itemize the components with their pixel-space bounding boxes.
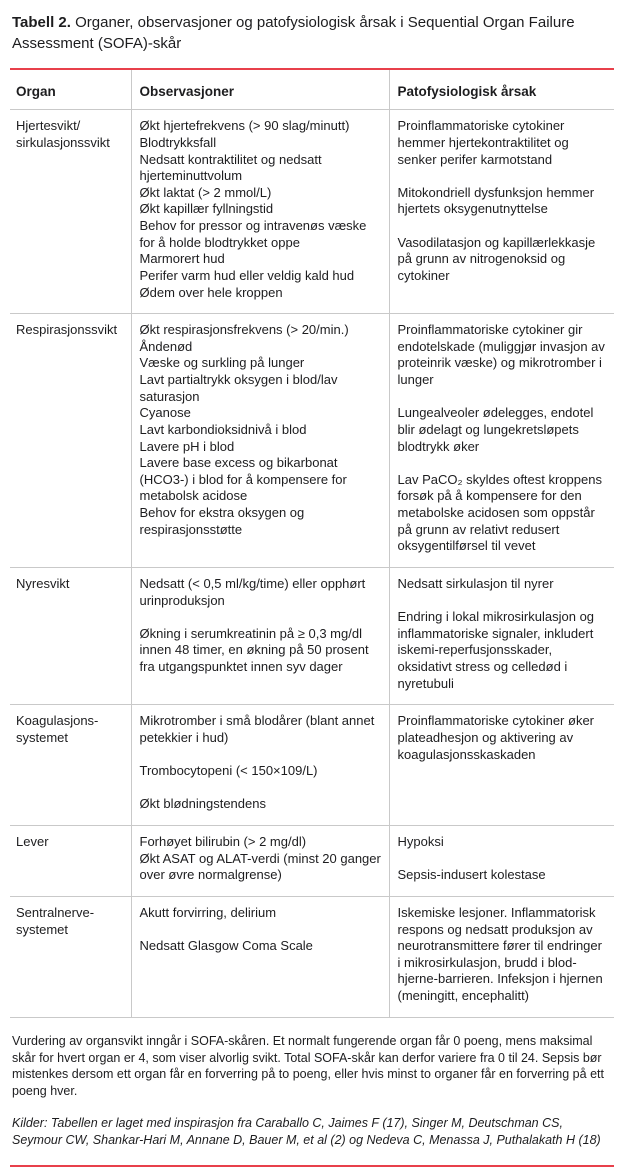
header-row [10,70,614,110]
cell-organ: Nyresvikt [10,567,131,704]
table-row [10,314,614,568]
bottom-red-rule [10,1165,614,1167]
cell-cause: Nedsatt sirkulasjon til nyrer Endring i lokal mikrosirkulasjon og inflammatoriske signaler, inkludert iskemi-reperfusjonsskader, oksidativt stress og celledød i nyretubuli [389,567,614,704]
column-header-organ: Organ [16,84,56,99]
table-row [10,567,614,704]
table-row [10,110,614,314]
cell-cause: Iskemiske lesjoner. Inflammatorisk respons og nedsatt produksjon av neurotransmittere fører til endringer i mikrosirkulasjon, brudd i blod-hjerne-barrieren. Infeksjon i hjernen (meningitt, encephalitt) [389,896,614,1017]
cell-organ: Sentralnerve- systemet [10,896,131,1017]
table-title-text: Organer, observasjoner og patofysiologisk årsak i Sequential Organ Failure Assessment (SOFA)-skår [12,14,575,52]
cell-cause: Proinflammatoriske cytokiner øker plateadhesjon og aktivering av koagulasjonsskaskaden [389,705,614,826]
cell-observations: Økt hjertefrekvens (> 90 slag/minutt) Blodtrykksfall Nedsatt kontraktilitet og nedsatt hjerteminuttvolum Økt laktat (> 2 mmol/L) Økt kapillær fyllningstid Behov for pressor og intravenøs væske for å holde blodtrykket oppe Marmorert hud Perifer varm hud eller veldig kald hud Ødem over hele kroppen [131,110,389,314]
cell-observations: Mikrotromber i små blodårer (blant annet petekkier i hud) Trombocytopeni (< 150×109/L) Økt blødningstendens [131,705,389,826]
cell-cause: Proinflammatoriske cytokiner gir endotelskade (muliggjør invasjon av proteinrik væske) og mikrotromber i lunger Lungealveoler ødelegges, endotel blir ødelagt og lungekretsløpets blodtrykk øker Lav PaCO₂ skyldes oftest kroppens forsøk på å kompensere for den metabolske acidosen som oppstår på grunn av relativt redusert oksygentilførsel til vevet [389,314,614,568]
column-header-patofysiologisk-arsak: Patofysiologisk årsak [389,70,614,110]
table-row [10,705,614,826]
column-header-observasjoner: Observasjoner [131,70,389,110]
table-footnote: Vurdering av organsvikt inngår i SOFA-skåren. Et normalt fungerende organ får 0 poeng, mens maksimal skår for hvert organ er 4, som viser alvorlig svikt. Total SOFA-skår kan derfor variere fra 0 til 24. Sepsis bør mistenkes dersom ett organ får en forverring på to poeng, eller hvis minst to organer får en forverring på ett poeng hver. [12,1033,604,1099]
table-row [10,826,614,897]
table-header [10,70,614,110]
cell-observations: Akutt forvirring, delirium Nedsatt Glasgow Coma Scale [131,896,389,1017]
table-title [12,12,612,54]
cell-organ: Respirasjonssvikt [10,314,131,568]
sofa-table [10,70,614,1018]
cell-organ: Hjertesvikt/ sirkulasjonssvikt [10,110,131,314]
cell-organ: Koagulasjons- systemet [10,705,131,826]
table-title-label: Tabell 2. [12,14,71,31]
cell-cause: Hypoksi Sepsis-indusert kolestase [389,826,614,897]
table-row [10,896,614,1017]
table-sources: Kilder: Tabellen er laget med inspirasjon fra Caraballo C, Jaimes F (17), Singer M, Deutschman CS, Seymour CW, Shankar-Hari M, Annane D, Bauer M, et al (2) og Nedeva C, Menassa J, Puthalakath H (18) [12,1116,601,1148]
table-body [10,110,614,1017]
cell-cause: Proinflammatoriske cytokiner hemmer hjertekontraktilitet og senker perifer karmotstand Mitokondriell dysfunksjon hemmer hjertets oksygenutnyttelse Vasodilatasjon og kapillærlekkasje på grunn av nitrogenoksid og cytokiner [389,110,614,314]
cell-observations: Forhøyet bilirubin (> 2 mg/dl) Økt ASAT og ALAT-verdi (minst 20 ganger over øvre normalgrense) [131,826,389,897]
cell-observations: Nedsatt (< 0,5 ml/kg/time) eller opphørt urinproduksjon Økning i serumkreatinin på ≥ 0,3 mg/dl innen 48 timer, en økning på 50 prosent fra utgangspunktet innen syv dager [131,567,389,704]
cell-organ: Lever [10,826,131,897]
cell-observations: Økt respirasjonsfrekvens (> 20/min.) Åndenød Væske og surkling på lunger Lavt partialtrykk oksygen i blod/lav saturasjon Cyanose Lavt karbondioksidnivå i blod Lavere pH i blod Lavere base excess og bikarbonat (HCO3-) i blod for å kompensere for metabolsk acidose Behov for ekstra oksygen og respirasjonsstøtte [131,314,389,568]
